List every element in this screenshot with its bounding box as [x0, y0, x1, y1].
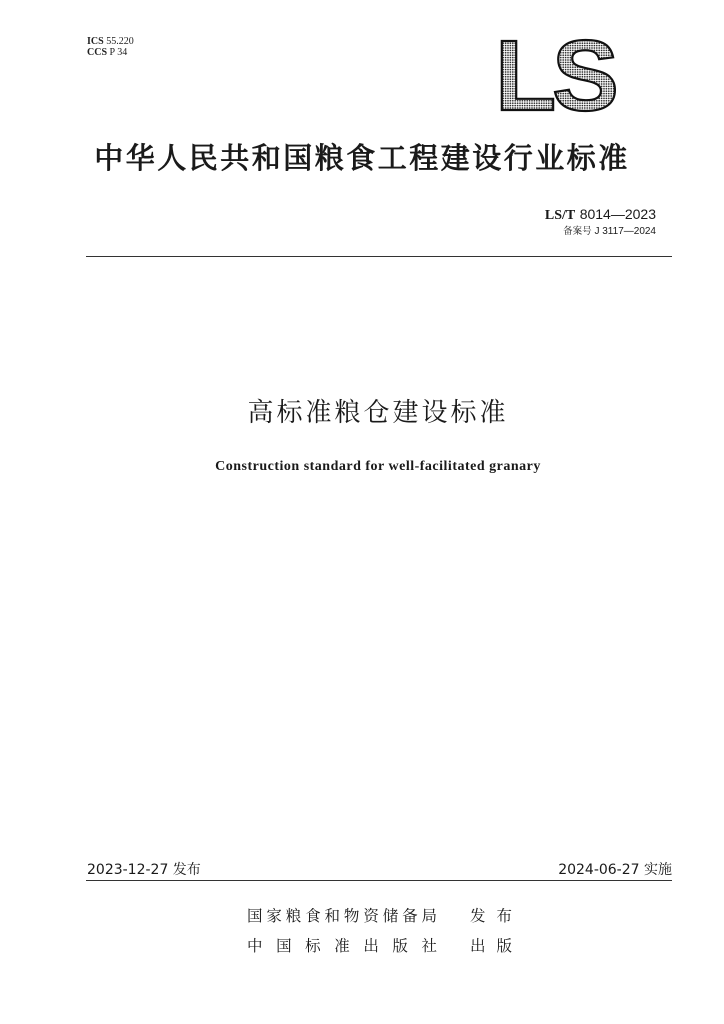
filing-number-value: J 3117—2024: [594, 226, 656, 237]
top-divider: [86, 256, 672, 257]
ls-logo: [490, 30, 620, 116]
ics-label: ICS: [87, 36, 104, 47]
logo-text: LS: [495, 30, 615, 116]
document-subtitle: Construction standard for well-facilitated granary: [215, 459, 541, 474]
ccs-label: CCS: [87, 47, 108, 58]
standard-number: [545, 206, 656, 224]
publish-date: 2023-12-27 发布: [87, 862, 201, 878]
industry-standard-title: 中华人民共和国粮食工程建设行业标准: [94, 141, 630, 175]
publisher-action: 出版: [470, 937, 512, 955]
publisher-row: [0, 934, 724, 956]
ccs-value: P 34: [109, 47, 128, 58]
publisher-name: 国家粮食和物资储备局: [247, 907, 437, 925]
ics-value: 55.220: [106, 36, 134, 47]
filing-label: 备案号: [563, 226, 592, 237]
standard-number-value: 8014—2023: [579, 206, 656, 222]
publisher-name: 中国标准出版社: [247, 937, 437, 955]
filing-number: [563, 223, 656, 237]
standard-code: LS/T: [544, 208, 576, 223]
publisher-action: 发布: [470, 907, 512, 925]
implement-date: 2024-06-27 实施: [558, 862, 672, 878]
publisher-row: [0, 904, 724, 926]
document-title: 高标准粮仓建设标准: [247, 398, 509, 428]
bottom-divider: [86, 880, 672, 881]
ccs-line: [87, 47, 127, 59]
